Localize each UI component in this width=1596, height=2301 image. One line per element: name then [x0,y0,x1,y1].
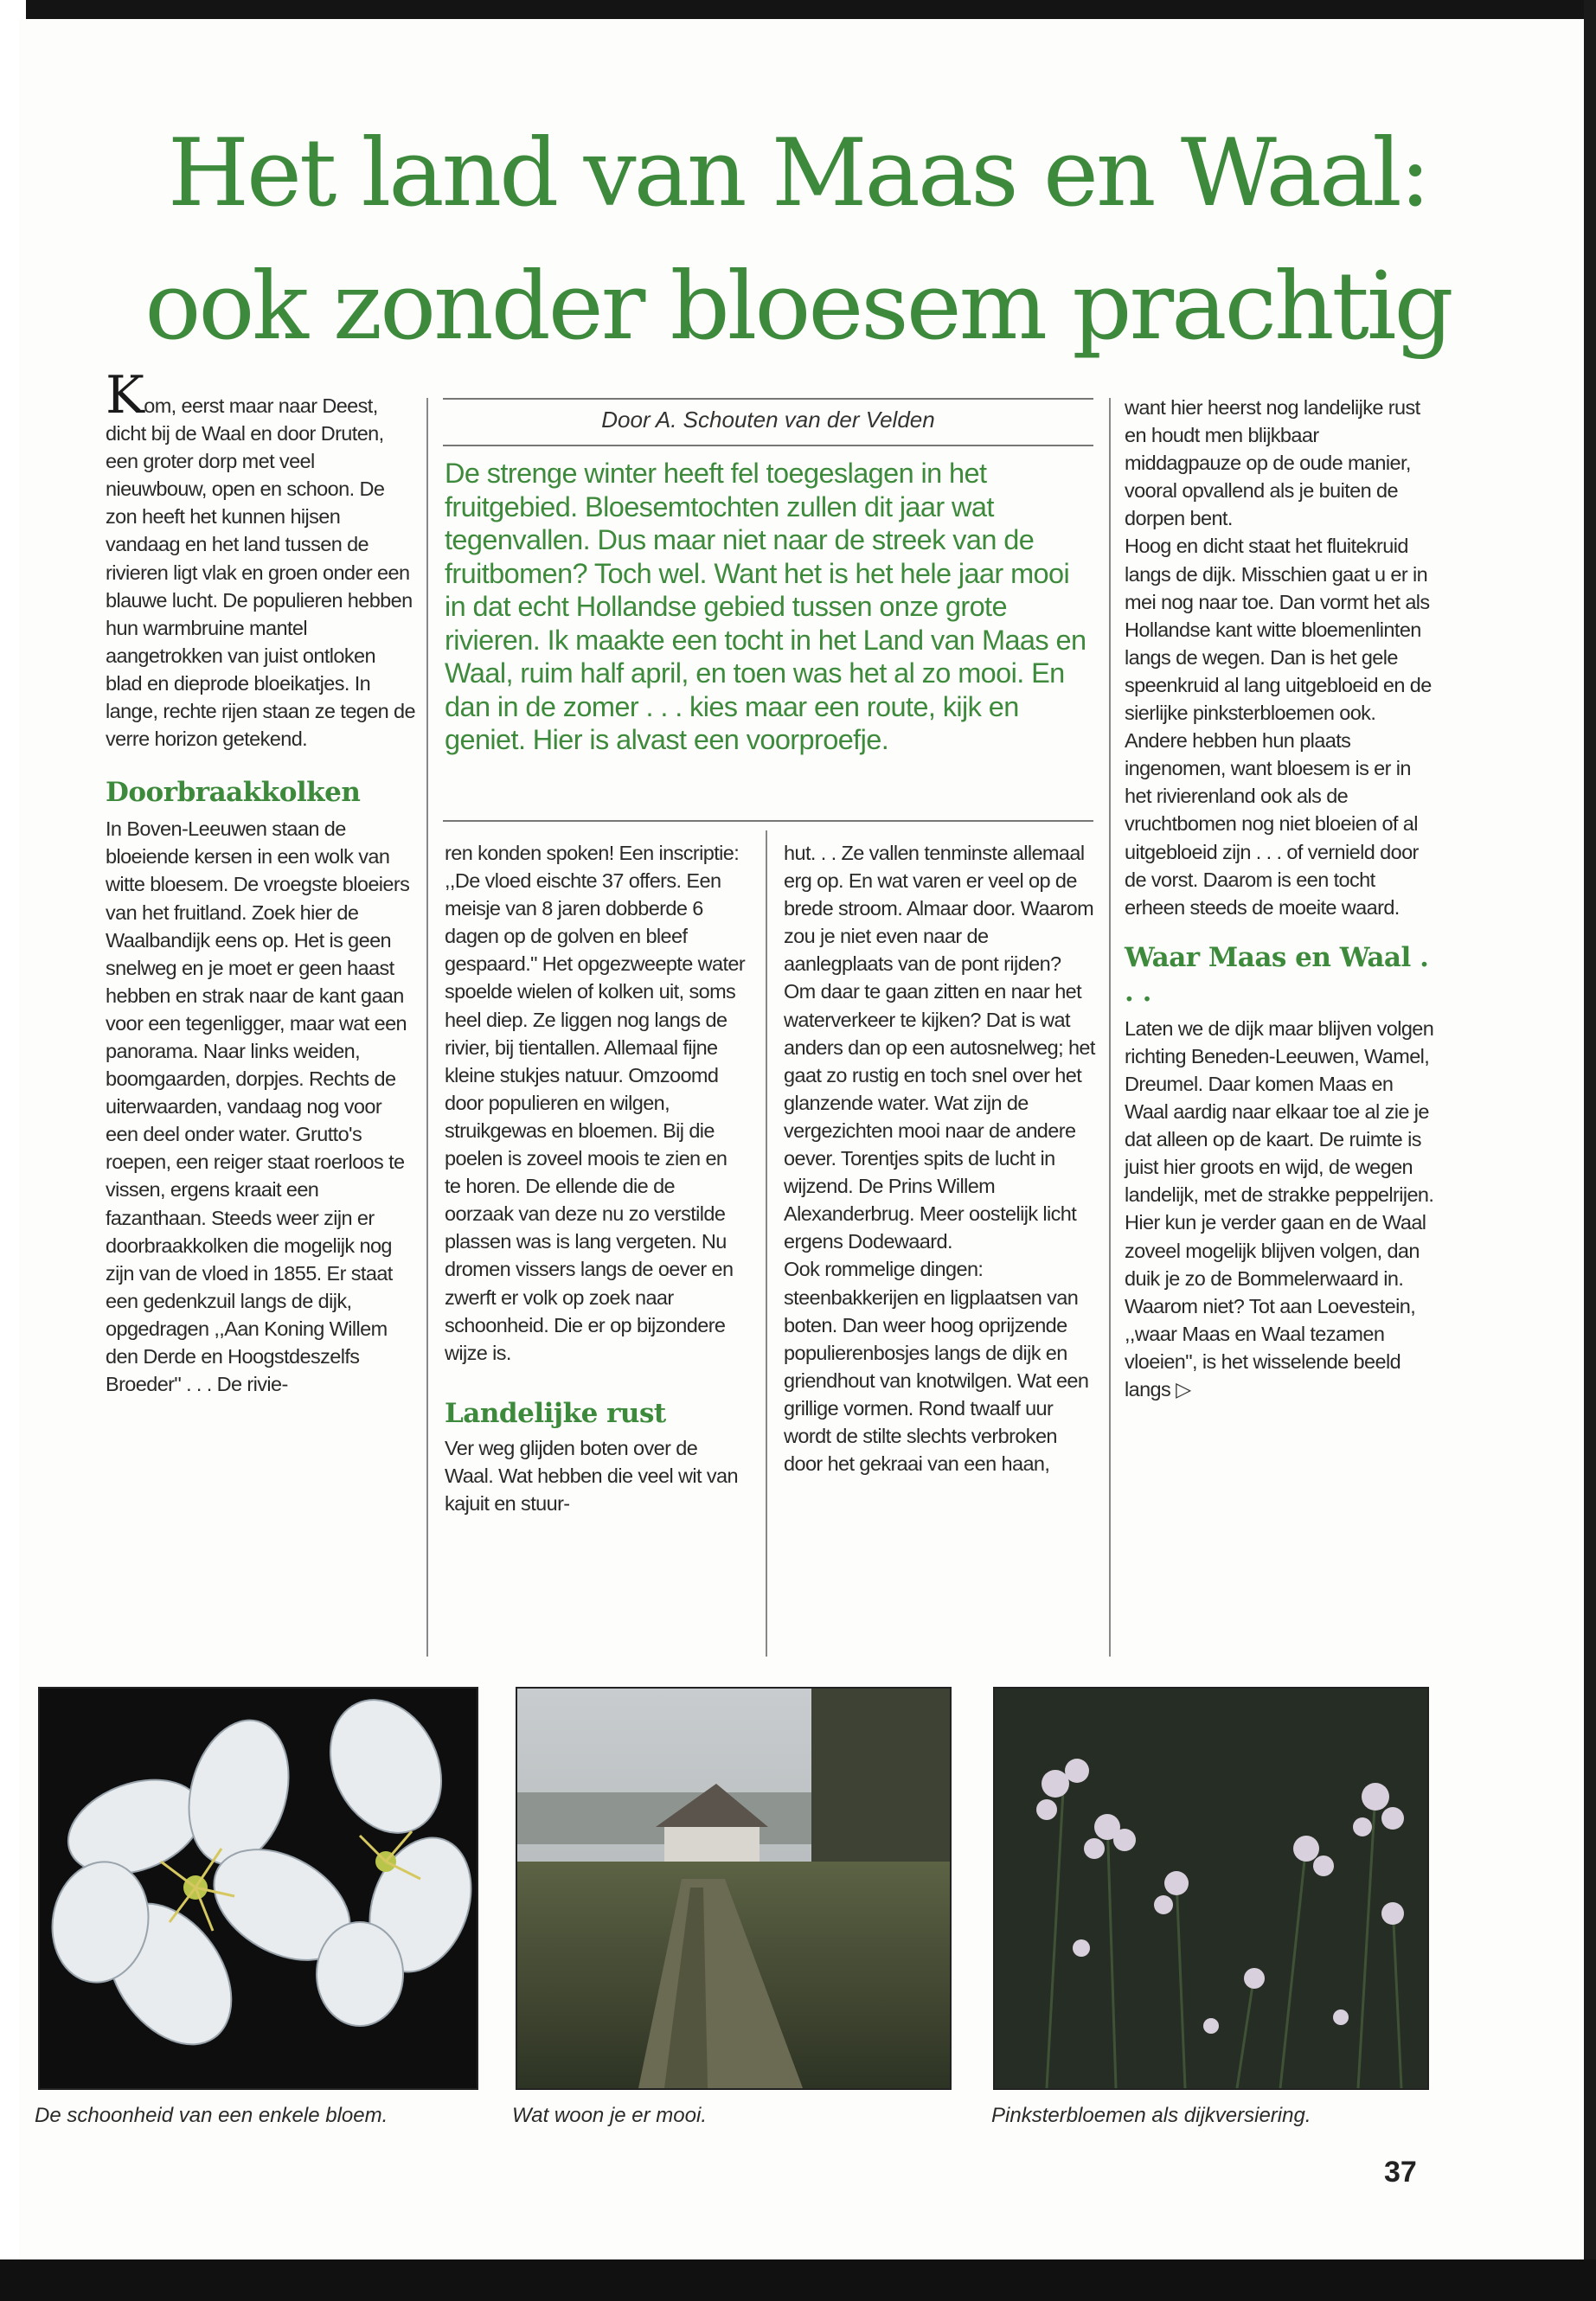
rule-intro-bottom [443,820,1093,822]
subhead-doorbraakkolken: Doorbraakkolken [106,777,361,809]
cuckooflower-illustration [995,1689,1427,2088]
subhead-waar-maas-en-waal: Waar Maas en Waal . . . [1125,941,1429,1008]
subhead-landelijke-rust: Landelijke rust [445,1397,666,1429]
title-line-2: ook zonder bloesem prachtig [144,253,1452,361]
rule-byline-bottom [443,445,1093,446]
col4-paragraph-2: Hoog en dicht staat het fluitekruid langs de dijk. Misschien gaat u er in mei nog naar toe. Dan vormt het als Hollandse kant witte bloemenlinten langs de wegen. Dan is het gele speenkruid al lang uitgebloeid en de sierlijke pinksterbloemen ook. Andere hebben hun plaats ingenomen, want bloesem is er in het rivierenland ook als de vruchtbomen nog niet bloeien of al uitgebloeid zijn . . . of vernield door de vorst. Daarom is een tocht erheen steeds de moeite waard. [1125,535,1432,919]
scan-edge-top [26,0,1596,19]
column-rule-3 [1109,398,1111,1657]
rule-top-intro [443,398,1093,400]
column-1 [106,365,415,1398]
drop-cap: K [106,365,144,426]
col3-paragraph-2: Ook rommelige dingen: steenbakkerijen en ligplaatsen van boten. Dan weer hoog oprijzende populierenbosjes langs de dijk en griendhout van knotwilgen. Wat een grillige vormen. Rond twaalf uur wordt de stilte slechts verbroken door het gekraai van een haan, [784,1258,1089,1476]
page-number: 37 [1384,2156,1417,2189]
col2-paragraph-2: Ver weg glijden boten over de Waal. Wat hebben die veel wit van kajuit en stuur- [445,1436,738,1515]
caption-photo-3: Pinksterbloemen als dijkversiering. [991,2104,1311,2127]
scan-edge-bottom [0,2259,1596,2301]
col4-paragraph-1: want hier heerst nog landelijke rust en houdt men blijkbaar middagpauze op de oude manier, vooral opvallend als je buiten de dorpen bent. [1125,396,1420,530]
continue-arrow-icon: ▷ [1176,1378,1191,1400]
column-3 [784,839,1095,1477]
photo-house [516,1687,952,2090]
col3-paragraph-1: hut. . . Ze vallen tenminste allemaal erg op. En wat varen er veel op de brede stroom. Almaar door. Waarom zou je niet even naar de aanlegplaats van de pont rijden? Om daar te gaan zitten en naar het waterverkeer te kijken? Dat is wat anders dan op een autosnelweg; het gaat zo rustig en toch snel over het glanzende water. Wat zijn de vergezichten mooi naar de andere oever. Torentjes spits de lucht in wijzend. De Prins Willem Alexanderbrug. Meer oostelijk licht ergens Dodewaard. [784,842,1095,1253]
column-4 [1125,394,1436,1403]
byline: Door A. Schouten van der Velden [601,407,935,433]
column-rule-2 [766,830,767,1657]
photo-cuckooflowers [993,1687,1429,2090]
house-illustration [517,1689,950,2088]
column-rule-1 [426,398,428,1657]
col1-paragraph-2: In Boven-Leeuwen staan de bloeiende kersen in een wolk van witte bloesem. De vroegste bloeiers van het fruitland. Zoek hier de Waalbandijk eens op. Het is geen snelweg en je moet er geen haast hebben en strak naar de kant gaan voor een tegenligger, maar wat een panorama. Naar links weiden, boomgaarden, dorpjes. Rechts de uiterwaarden, vandaag nog voor een deel onder water. Grutto's roepen, een reiger staat roerloos te vissen, ergens kraait een fazanthaan. Steeds weer zijn er doorbraakkolken die mogelijk nog zijn van de vloed in 1855. Er staat een gedenkzuil langs de dijk, opgedragen ,,Aan Koning Willem den Derde en Hoogstdeszelfs Broeder" . . . De rivie- [106,817,410,1396]
title-line-1: Het land van Maas en Waal: [167,119,1429,228]
column-2 [445,839,747,1517]
col1-paragraph-1: Kom, eerst maar naar Deest, dicht bij de Waal en door Druten, een groter dorp met veel nieuwbouw, open en schoon. De zon heeft het kunnen hijsen vandaag en het land tussen de rivieren ligt vlak en groen onder een blauwe lucht. De populieren hebben hun warmbruine mantel aangetrokken van juist ontloken blad en dieprode bloeikatjes. In lange, rechte rijen staan ze tegen de verre horizon getekend. [106,365,415,751]
col4-paragraph-3: Laten we de dijk maar blijven volgen richting Beneden-Leeuwen, Wamel, Dreumel. Daar komen Maas en Waal aardig naar elkaar toe al zie je dat alleen op de kaart. De ruimte is juist hier groots en wijd, de wegen landelijk, met de strakke peppelrijen. Hier kun je verder gaan en de Waal zoveel mogelijk blijven volgen, dan duik je zo de Bommelerwaard in. Waarom niet? Tot aan Loevestein, ,,waar Maas en Waal tezamen vloeien", is het wisselende beeld langs ▷ [1125,1016,1434,1400]
caption-photo-2: Wat woon je er mooi. [512,2104,707,2127]
intro-text: De strenge winter heeft fel toegeslagen in het fruitgebied. Bloesemtochten zullen dit jaar wat tegenvallen. Dus maar niet naar de streek van de fruitbomen? Toch wel. Want het is het hele jaar mooi in dat echt Hollandse gebied tussen onze grote rivieren. Ik maakte een tocht in het Land van Maas en Waal, ruim half april, en toen was het al zo mooi. En dan in de zomer . . . kies maar een route, kijk en geniet. Hier is alvast een voorproefje. [445,458,1086,755]
photo-blossom [38,1687,478,2090]
blossom-illustration [40,1689,477,2088]
caption-photo-1: De schoonheid van een enkele bloem. [35,2104,388,2127]
col2-paragraph-1: ren konden spoken! Een inscriptie: ,,De vloed eischte 37 offers. Een meisje van 8 jaren dobberde 6 dagen op de golven en bleef gespaard." Het opgezweepte water spoelde wielen of kolken uit, soms heel diep. Ze liggen nog langs de rivier, bij tientallen. Allemaal fijne kleine stukjes natuur. Omzoomd door populieren en wilgen, struikgewas en bloemen. Bij die poelen is zoveel moois te zien en te horen. De ellende die de oorzaak van deze nu zo verstilde plassen was is lang vergeten. Nu dromen vissers langs de oever en zwerft er volk op zoek naar schoonheid. Die er op bijzondere wijze is. [445,842,746,1364]
